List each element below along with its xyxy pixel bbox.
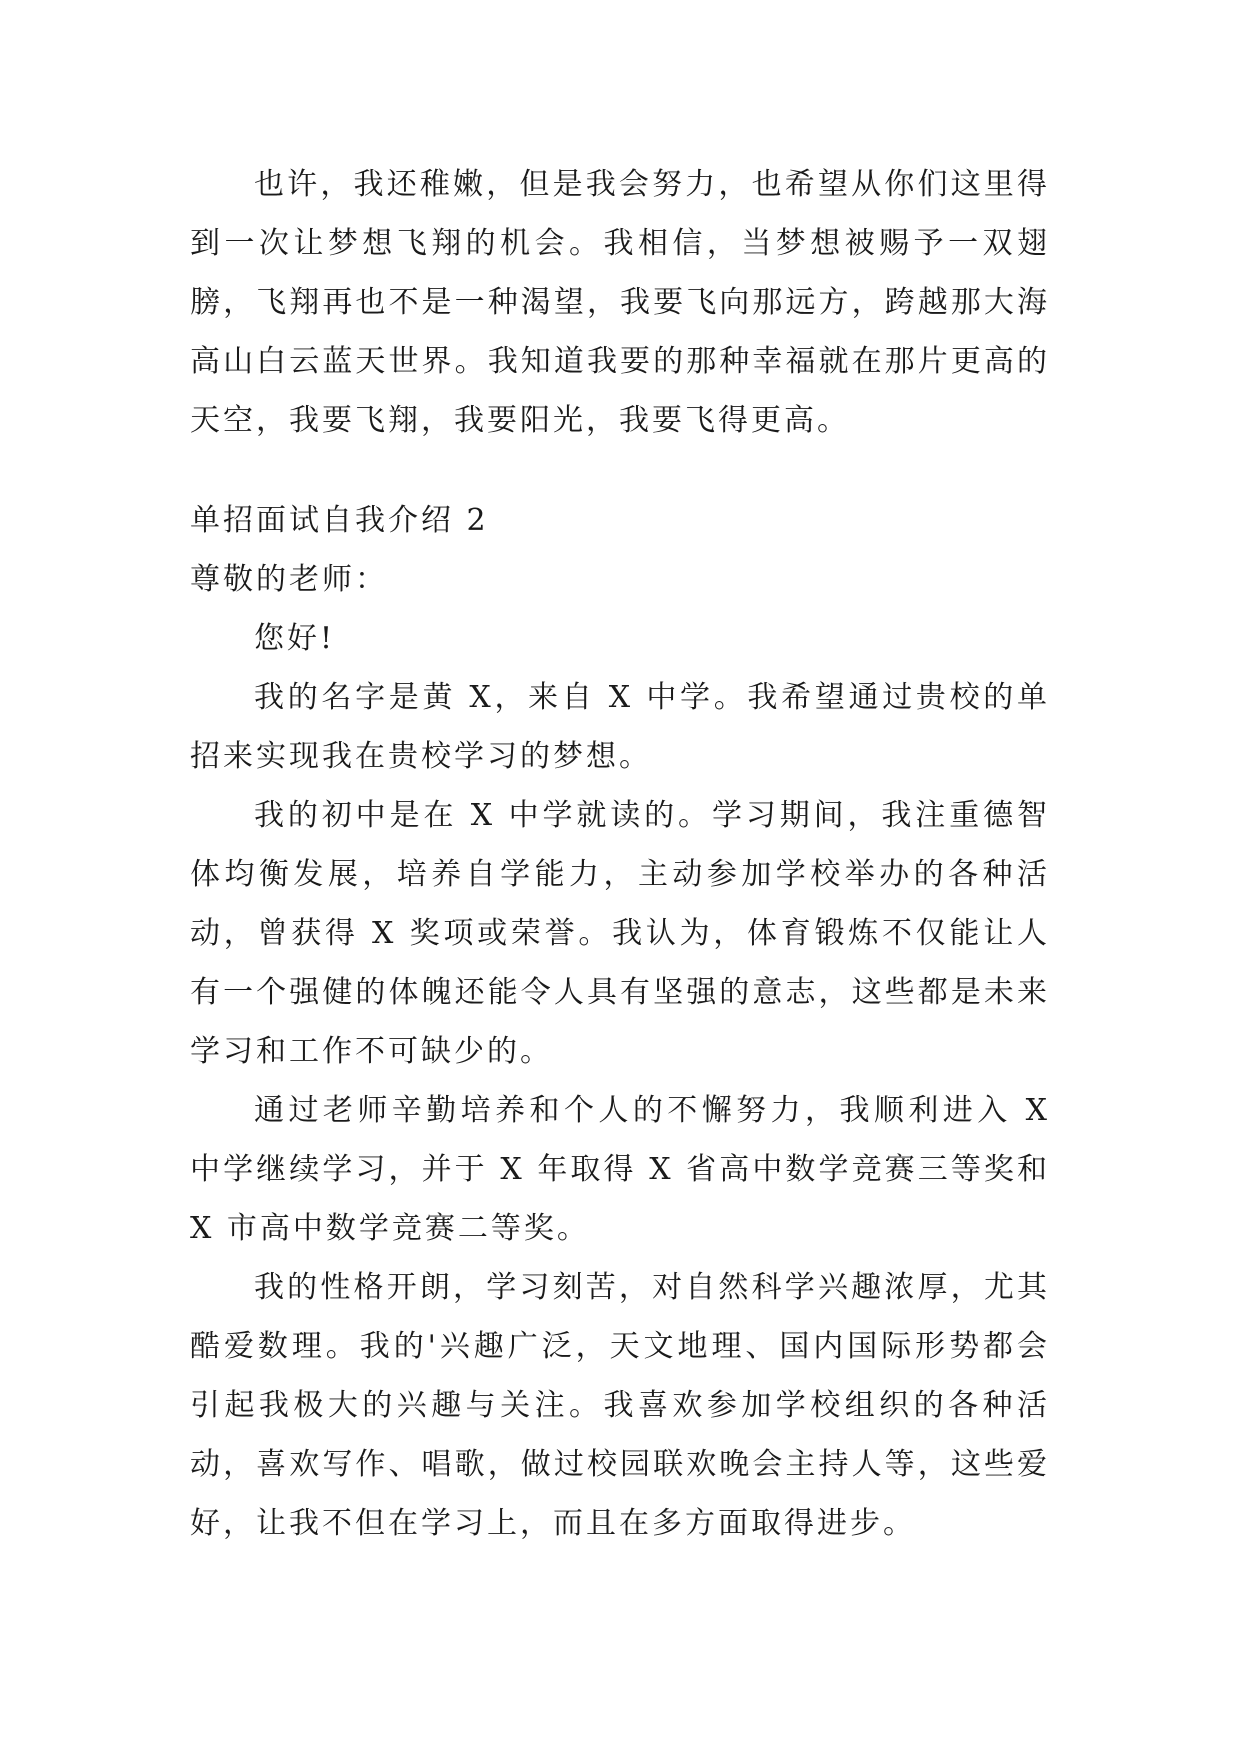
paragraph-introduction: 我的名字是黄 X，来自 X 中学。我希望通过贵校的单招来实现我在贵校学习的梦想。 [190, 680, 1050, 774]
section-title: 单招面试自我介绍 2 [190, 503, 489, 538]
paragraph-personality: 我的性格开朗，学习刻苦，对自然科学兴趣浓厚，尤其酷爱数理。我的'兴趣广泛，天文地理、国内国际形势都会引起我极大的兴趣与关注。我喜欢参加学校组织的各种活动，喜欢写作、唱歌，做过校园联欢晚会主持人等，这些爱好，让我不但在学习上，而且在多方面取得进步。 [190, 1270, 1050, 1541]
paragraph-achievements: 通过老师辛勤培养和个人的不懈努力，我顺利进入 X 中学继续学习，并于 X 年取得 X 省高中数学竞赛三等奖和 X 市高中数学竞赛二等奖。 [190, 1093, 1050, 1246]
document-body [190, 155, 1050, 1553]
paragraph-middle-school: 我的初中是在 X 中学就读的。学习期间，我注重德智体均衡发展，培养自学能力，主动参加学校举办的各种活动，曾获得 X 奖项或荣誉。我认为，体育锻炼不仅能让人有一个强健的体魄还能令人具有坚强的意志，这些都是未来学习和工作不可缺少的。 [190, 798, 1050, 1069]
paragraph-aspiration: 也许，我还稚嫩，但是我会努力，也希望从你们这里得到一次让梦想飞翔的机会。我相信，当梦想被赐予一双翅膀，飞翔再也不是一种渴望，我要飞向那远方，跨越那大海高山白云蓝天世界。我知道我要的那种幸福就在那片更高的天空，我要飞翔，我要阳光，我要飞得更高。 [190, 167, 1050, 438]
salutation: 尊敬的老师： [190, 562, 388, 597]
greeting: 您好! [254, 621, 336, 656]
